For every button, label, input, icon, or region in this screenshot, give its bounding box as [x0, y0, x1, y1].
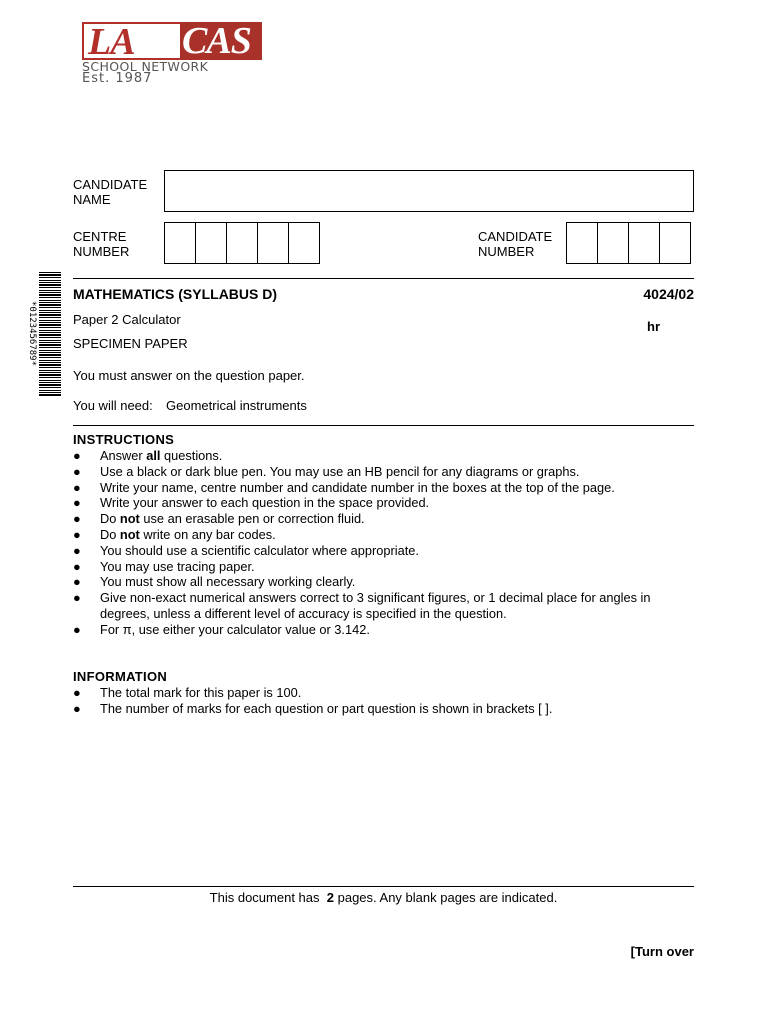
- information-item: [73, 685, 673, 701]
- instruction-emphasis: not: [119, 511, 140, 527]
- doc-pages-pre: This document has: [209, 890, 320, 905]
- instruction-item: [73, 622, 673, 638]
- information-text: The number of marks for each question or part question is shown in brackets [ ].: [100, 700, 553, 716]
- instruction-text: write on any bar codes.: [139, 526, 276, 542]
- instruction-text: Answer: [100, 448, 147, 463]
- instruction-text: use an erasable pen or correction fluid.: [139, 511, 365, 527]
- candidate-number-cell[interactable]: [566, 222, 598, 264]
- information-item: [73, 701, 673, 717]
- centre-number-cell[interactable]: [257, 222, 289, 264]
- bullet-icon: ●: [73, 590, 81, 606]
- instruction-item: [73, 559, 673, 575]
- document-pages-note: [73, 890, 694, 905]
- divider: [73, 278, 694, 279]
- information-heading: INFORMATION: [73, 669, 168, 684]
- centre-number-label: CENTRE NUMBER: [73, 229, 130, 259]
- doc-pages-count: 2: [326, 890, 334, 905]
- instruction-text: Do: [100, 511, 120, 527]
- candidate-name-field[interactable]: [164, 170, 694, 212]
- instruction-text: Give non-exact numerical answers correct to 3 significant figures, or 1 decimal place for angles in degrees, unless a different level of accuracy is specified in the question.: [100, 590, 651, 621]
- bullet-icon: ●: [73, 685, 81, 700]
- bullet-icon: ●: [73, 621, 81, 637]
- instruction-text: Do: [100, 526, 120, 542]
- answer-note: You must answer on the question paper.: [73, 368, 305, 383]
- instruction-emphasis: not: [119, 526, 140, 542]
- information-text: The total mark for this paper is 100.: [100, 685, 302, 700]
- instructions-list: [73, 448, 673, 638]
- instruction-text: Use a black or dark blue pen. You may use an HB pencil for any diagrams or graphs.: [100, 463, 580, 479]
- bullet-icon: ●: [73, 463, 81, 479]
- paper-duration: hr: [647, 319, 660, 334]
- instruction-text: Write your name, centre number and candidate number in the boxes at the top of the page.: [100, 479, 615, 495]
- instruction-item: [73, 527, 673, 543]
- logo-tagline: SCHOOL NETWORK: [82, 59, 209, 74]
- bullet-icon: ●: [73, 511, 81, 527]
- instruction-text: questions.: [160, 448, 223, 463]
- instruction-text: You must show all necessary working clearly.: [100, 574, 356, 590]
- need-value: Geometrical instruments: [166, 398, 307, 413]
- logo-established: Est. 1987: [82, 71, 153, 86]
- bullet-icon: ●: [73, 542, 81, 558]
- instruction-item: [73, 448, 673, 464]
- subject-title: MATHEMATICS (SYLLABUS D): [73, 286, 278, 302]
- candidate-number-cell[interactable]: [659, 222, 691, 264]
- centre-number-field[interactable]: [164, 222, 320, 264]
- instruction-emphasis: all: [146, 448, 161, 463]
- centre-number-cell[interactable]: [226, 222, 258, 264]
- instruction-item: [73, 495, 673, 511]
- centre-number-cell[interactable]: [288, 222, 320, 264]
- need-label: You will need:: [73, 398, 153, 413]
- instructions-heading: INSTRUCTIONS: [73, 432, 175, 447]
- turn-over: [Turn over: [630, 944, 694, 959]
- candidate-number-cell[interactable]: [628, 222, 660, 264]
- instruction-text: For π, use either your calculator value or 3.142.: [100, 621, 370, 637]
- paper-code: 4024/02: [643, 286, 694, 302]
- logo-word-left: LA: [82, 22, 180, 60]
- paper-name: Paper 2 Calculator: [73, 312, 181, 327]
- barcode: [27, 272, 63, 396]
- instruction-item: [73, 511, 673, 527]
- instruction-item: [73, 590, 673, 622]
- barcode-bars: [39, 272, 61, 396]
- candidate-number-label: CANDIDATE NUMBER: [478, 229, 553, 259]
- instruction-text: You should use a scientific calculator where appropriate.: [100, 542, 419, 558]
- bullet-icon: ●: [73, 495, 81, 511]
- centre-number-cell[interactable]: [195, 222, 227, 264]
- lacas-logo: [82, 22, 264, 86]
- bullet-icon: ●: [73, 448, 81, 463]
- bullet-icon: ●: [73, 479, 81, 495]
- candidate-number-field[interactable]: [566, 222, 691, 264]
- divider: [73, 425, 694, 426]
- barcode-digits: *0123456789*: [27, 301, 37, 367]
- logo-word-right: CAS: [180, 22, 262, 60]
- bullet-icon: ●: [73, 558, 81, 574]
- instruction-item: [73, 480, 673, 496]
- information-list: [73, 685, 673, 717]
- centre-number-cell[interactable]: [164, 222, 196, 264]
- candidate-name-label: CANDIDATE NAME: [73, 177, 148, 207]
- instruction-item: [73, 574, 673, 590]
- instruction-item: [73, 543, 673, 559]
- instruction-text: You may use tracing paper.: [100, 558, 255, 574]
- paper-type: SPECIMEN PAPER: [73, 336, 188, 351]
- bullet-icon: ●: [73, 574, 81, 590]
- instruction-text: Write your answer to each question in the space provided.: [100, 495, 430, 511]
- doc-pages-post: pages. Any blank pages are indicated.: [337, 890, 558, 905]
- divider: [73, 886, 694, 887]
- bullet-icon: ●: [73, 700, 81, 716]
- bullet-icon: ●: [73, 526, 81, 542]
- instruction-item: [73, 464, 673, 480]
- candidate-number-cell[interactable]: [597, 222, 629, 264]
